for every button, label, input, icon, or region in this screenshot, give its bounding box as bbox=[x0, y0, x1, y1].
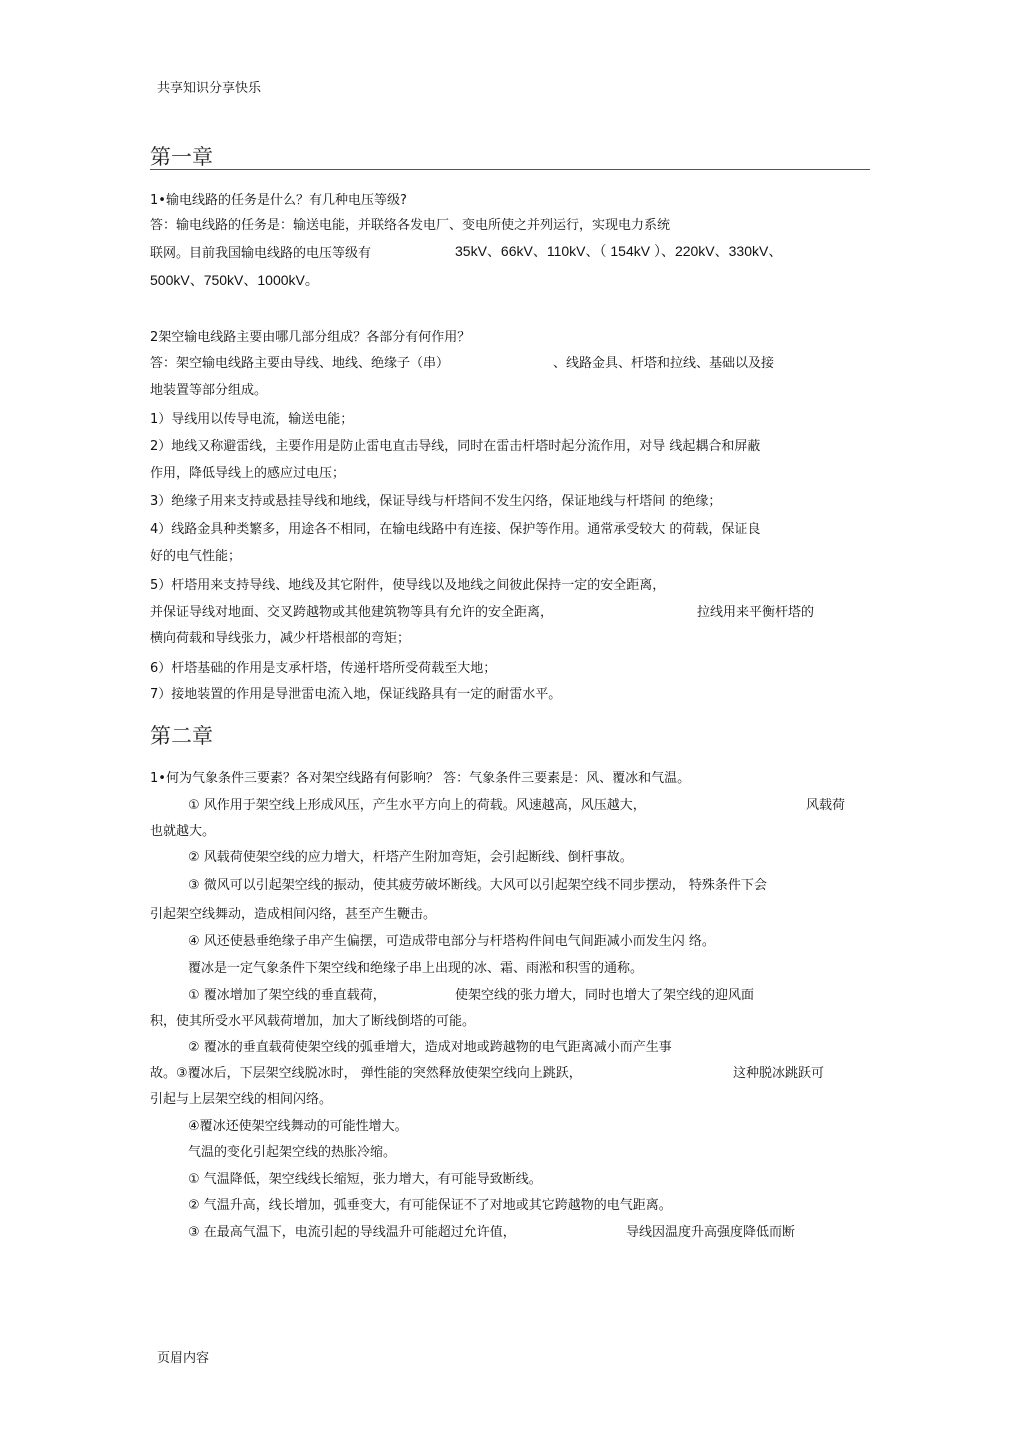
ch1-point-7: 7）接地装置的作用是导泄雷电流入地，保证线路具有一定的耐雷水平。 bbox=[150, 687, 562, 702]
ch1-point-2-line-2: 作用，降低导线上的感应过电压； bbox=[150, 466, 346, 481]
ch2-wind-4: ④ 风还使悬垂绝缘子串产生偏摆，可造成带电部分与杆塔构件间电气间距减小而发生闪 络。 bbox=[188, 934, 715, 949]
ch2-wind-3-line-2: 引起架空线舞动，造成相间闪络，甚至产生鞭击。 bbox=[150, 907, 437, 922]
ch1-answer-1-line-1: 答：输电线路的任务是：输送电能，并联络各发电厂、变电所使之并列运行，实现电力系统 bbox=[150, 218, 671, 233]
ch2-temperature-3b: 导线因温度升高强度降低而断 bbox=[626, 1225, 796, 1240]
ch1-point-5-line-2a: 并保证导线对地面、交叉跨越物或其他建筑物等具有允许的安全距离， bbox=[150, 605, 554, 620]
ch1-point-5-line-1: 5）杆塔用来支持导线、地线及其它附件，使导线以及地线之间彼此保持一定的安全距离， bbox=[150, 578, 666, 593]
ch2-temperature-2: ② 气温升高，线长增加，弧垂变大，有可能保证不了对地或其它跨越物的电气距离。 bbox=[188, 1198, 672, 1213]
ch1-question-1: 1•输电线路的任务是什么？有几种电压等级? bbox=[150, 193, 407, 208]
ch2-ice-2-line-1: ② 覆冰的垂直载荷使架空线的弧垂增大，造成对地或跨越物的电气距离减小而产生事 bbox=[188, 1040, 672, 1055]
page-header: 共享知识分享快乐 bbox=[157, 81, 262, 96]
ch1-point-6: 6）杆塔基础的作用是支承杆塔，传递杆塔所受荷载至大地； bbox=[150, 661, 497, 676]
ch2-wind-1-line-1b: 风载荷 bbox=[806, 798, 846, 813]
ch2-wind-2: ② 风载荷使架空线的应力增大，杆塔产生附加弯矩，会引起断线、倒杆事故。 bbox=[188, 850, 633, 865]
ch1-voltage-levels-2: 500kV、750kV、1000kV。 bbox=[150, 272, 319, 288]
ch2-ice-2-line-2b: 这种脱冰跳跃可 bbox=[733, 1066, 825, 1081]
ch1-answer-2-line-2: 地装置等部分组成。 bbox=[150, 383, 268, 398]
ch2-ice-1-line-1a: ① 覆冰增加了架空线的垂直载荷， bbox=[188, 988, 386, 1003]
ch2-wind-1-line-2: 也就越大。 bbox=[150, 824, 216, 839]
ch1-voltage-levels: 35kV、66kV、110kV、（ 154kV ）、220kV、330kV、 bbox=[455, 243, 783, 259]
ch1-point-4-line-2: 好的电气性能； bbox=[150, 549, 242, 564]
ch1-point-3: 3）绝缘子用来支持或悬挂导线和地线，保证导线与杆塔间不发生闪络，保证地线与杆塔间 的绝缘； bbox=[150, 494, 722, 509]
ch2-ice-2-line-3: 引起与上层架空线的相间闪络。 bbox=[150, 1092, 333, 1107]
ch2-ice-definition: 覆冰是一定气象条件下架空线和绝缘子串上出现的冰、霜、雨淞和积雪的通称。 bbox=[188, 961, 644, 976]
ch2-ice-4: ④覆冰还使架空线舞动的可能性增大。 bbox=[188, 1119, 408, 1134]
ch2-ice-2-line-2a: 故。③覆冰后，下层架空线脱冰时， 弹性能的突然释放使架空线向上跳跃， bbox=[150, 1066, 582, 1081]
ch1-answer-2-line-1a: 答：架空输电线路主要由导线、地线、绝缘子（串） bbox=[150, 356, 450, 371]
ch2-wind-1-line-1a: ① 风作用于架空线上形成风压，产生水平方向上的荷载。风速越高，风压越大， bbox=[188, 798, 646, 813]
ch2-question-1: 1•何为气象条件三要素？各对架空线路有何影响？ 答：气象条件三要素是：风、覆冰和气温。 bbox=[150, 771, 691, 786]
ch1-point-1: 1）导线用以传导电流，输送电能； bbox=[150, 412, 354, 427]
ch2-ice-1-line-1b: 使架空线的张力增大，同时也增大了架空线的迎风面 bbox=[455, 988, 755, 1003]
ch1-point-5-line-2b: 拉线用来平衡杆塔的 bbox=[697, 605, 815, 620]
chapter-1-rule bbox=[150, 169, 870, 170]
ch1-answer-2-line-1b: 、线路金具、杆塔和拉线、基础以及接 bbox=[553, 356, 775, 371]
ch1-point-2-line-1: 2）地线又称避雷线，主要作用是防止雷电直击导线，同时在雷击杆塔时起分流作用，对导 线起耦合和屏蔽 bbox=[150, 439, 761, 454]
ch2-wind-3-line-1: ③ 微风可以引起架空线的振动，使其疲劳破坏断线。大风可以引起架空线不同步摆动， 特殊条件下会 bbox=[188, 878, 767, 893]
ch1-point-5-line-3: 横向荷载和导线张力，减少杆塔根部的弯矩； bbox=[150, 631, 411, 646]
ch2-temperature-3a: ③ 在最高气温下，电流引起的导线温升可能超过允许值， bbox=[188, 1225, 516, 1240]
chapter-2-title: 第二章 bbox=[150, 724, 213, 748]
ch2-ice-1-line-2: 积，使其所受水平风载荷增加，加大了断线倒塔的可能。 bbox=[150, 1014, 476, 1029]
chapter-1-title: 第一章 bbox=[150, 145, 213, 169]
ch2-temperature-definition: 气温的变化引起架空线的热胀冷缩。 bbox=[188, 1145, 397, 1160]
ch1-point-4-line-1: 4）线路金具种类繁多，用途各不相同，在输电线路中有连接、保护等作用。通常承受较大 的荷载，保证良 bbox=[150, 522, 761, 537]
ch2-temperature-1: ① 气温降低，架空线线长缩短，张力增大，有可能导致断线。 bbox=[188, 1172, 542, 1187]
page-footer: 页眉内容 bbox=[157, 1351, 210, 1366]
ch1-question-2: 2架空输电线路主要由哪几部分组成？各部分有何作用？ bbox=[150, 330, 471, 345]
ch1-answer-1-line-2a: 联网。目前我国输电线路的电压等级有 bbox=[150, 246, 372, 261]
